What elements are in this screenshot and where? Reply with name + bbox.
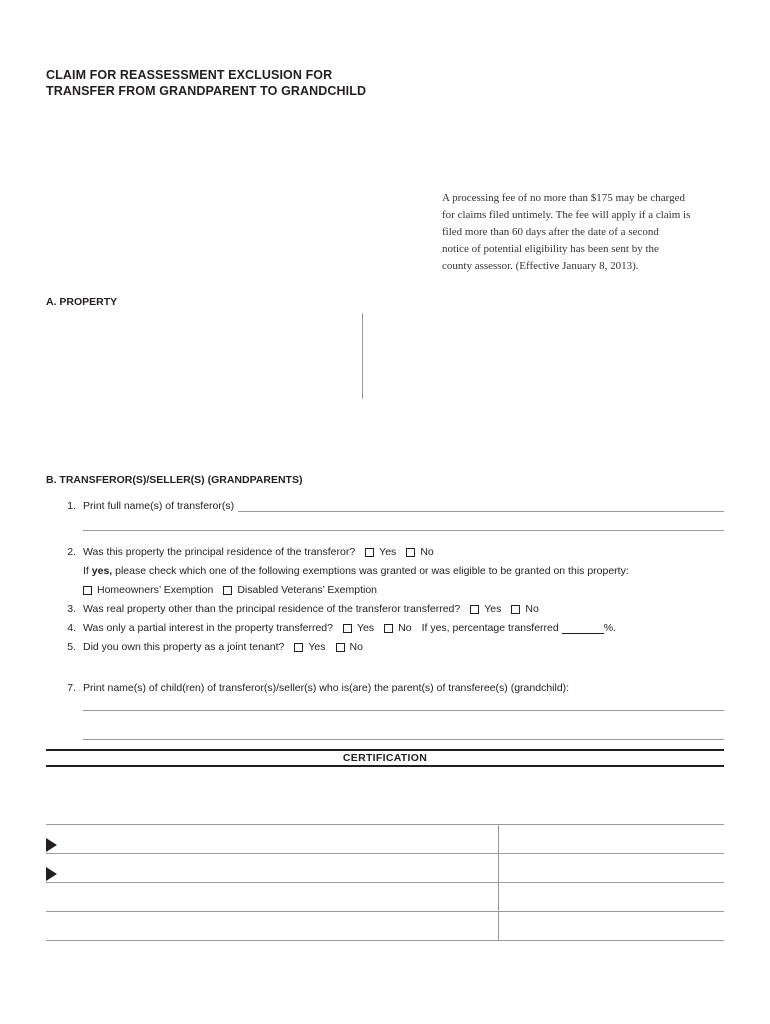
fee-notice-line: county assessor. (Effective January 8, 2013). — [442, 260, 639, 272]
question-3 — [83, 603, 539, 615]
form-title — [46, 67, 366, 99]
q4-yes-label: Yes — [356, 622, 375, 634]
fee-notice-line: notice of potential eligibility has been sent by the — [442, 243, 659, 255]
signature-grid-line — [46, 824, 724, 825]
certification-top-rule — [46, 749, 724, 751]
question-5-text: Did you own this property as a joint tenant? — [83, 641, 285, 653]
email-field[interactable] — [502, 913, 722, 939]
question-2-followup — [83, 565, 629, 577]
q3-no-checkbox[interactable] — [511, 605, 520, 614]
question-3-text: Was real property other than the principal residence of the transferor transferred? — [83, 603, 461, 615]
q4-yes-checkbox[interactable] — [343, 624, 352, 633]
signature-arrow-icon — [46, 838, 57, 852]
signature-grid-line — [46, 853, 724, 854]
signature-grid-line — [46, 940, 724, 941]
q2-followup-bold: yes, — [91, 565, 113, 577]
section-b-heading: B. TRANSFEROR(S)/SELLER(S) (GRANDPARENTS) — [46, 474, 303, 486]
question-7-number: 7. — [67, 682, 76, 694]
form-title-line-1: CLAIM FOR REASSESSMENT EXCLUSION FOR — [46, 68, 333, 82]
question-2-number: 2. — [67, 546, 76, 558]
q2-followup-text: please check which one of the following exemptions was granted or was eligible to be granted on this property: — [112, 565, 629, 577]
homeowners-exemption-label: Homeowners’ Exemption — [97, 584, 214, 596]
city-state-zip-field[interactable] — [48, 913, 494, 939]
question-4 — [83, 622, 616, 634]
q5-no-label: No — [349, 641, 363, 653]
transferor-signature-field-1[interactable] — [62, 826, 494, 852]
q5-no-checkbox[interactable] — [336, 643, 345, 652]
question-1 — [83, 500, 724, 512]
transferor-signature-field-2[interactable] — [62, 855, 494, 881]
fee-notice-line: filed more than 60 days after the date of a second — [442, 226, 659, 238]
q4-percentage-label: If yes, percentage transferred — [421, 622, 559, 634]
q3-no-label: No — [525, 603, 539, 615]
question-5 — [83, 641, 363, 653]
certification-bottom-rule — [46, 765, 724, 767]
question-3-number: 3. — [67, 603, 76, 615]
q5-yes-checkbox[interactable] — [294, 643, 303, 652]
question-7-text: Print name(s) of child(ren) of transferor(s)/seller(s) who is(are) the parent(s) of transferee(s) (grandchild): — [83, 682, 570, 694]
homeowners-exemption-checkbox[interactable] — [83, 586, 92, 595]
question-1-text: Print full name(s) of transferor(s) — [83, 500, 235, 512]
q4-no-label: No — [398, 622, 412, 634]
q2-followup-prefix: If — [83, 565, 92, 577]
q3-yes-checkbox[interactable] — [470, 605, 479, 614]
signature-date-field-1[interactable] — [502, 826, 722, 852]
q2-yes-label: Yes — [379, 546, 397, 558]
disabled-veterans-exemption-label: Disabled Veterans’ Exemption — [237, 584, 378, 596]
q4-no-checkbox[interactable] — [384, 624, 393, 633]
q2-no-checkbox[interactable] — [406, 548, 415, 557]
transferor-name-field[interactable] — [238, 501, 724, 512]
percentage-transferred-field[interactable] — [562, 623, 604, 634]
q3-yes-label: Yes — [484, 603, 502, 615]
child-name-field-line-1[interactable] — [83, 710, 724, 711]
question-5-number: 5. — [67, 641, 76, 653]
question-4-text: Was only a partial interest in the property transferred? — [83, 622, 333, 634]
property-field-divider — [362, 313, 363, 399]
q2-no-label: No — [420, 546, 434, 558]
question-4-number: 4. — [67, 622, 76, 634]
question-2-exemptions — [83, 584, 377, 596]
section-a-heading: A. PROPERTY — [46, 296, 118, 308]
certification-heading: CERTIFICATION — [342, 752, 428, 764]
form-title-line-2: TRANSFER FROM GRANDPARENT TO GRANDCHILD — [46, 84, 367, 98]
signature-grid-line — [46, 882, 724, 883]
question-1-number: 1. — [67, 500, 76, 512]
fee-notice-line: A processing fee of no more than $175 may be charged — [442, 192, 685, 204]
q4-percent-sign: %. — [603, 622, 616, 634]
daytime-phone-field[interactable] — [502, 884, 722, 910]
q2-yes-checkbox[interactable] — [365, 548, 374, 557]
signature-date-field-2[interactable] — [502, 855, 722, 881]
processing-fee-notice — [442, 190, 712, 275]
signature-grid-divider — [498, 824, 499, 941]
fee-notice-line: for claims filed untimely. The fee will apply if a claim is — [442, 209, 691, 221]
child-name-field-line-2[interactable] — [83, 739, 724, 740]
disabled-veterans-exemption-checkbox[interactable] — [223, 586, 232, 595]
transferor-name-field-line-2[interactable] — [83, 530, 724, 531]
question-2 — [83, 546, 434, 558]
question-2-text: Was this property the principal residence of the transferor? — [83, 546, 356, 558]
q5-yes-label: Yes — [308, 641, 326, 653]
signature-grid-line — [46, 911, 724, 912]
mailing-address-field[interactable] — [48, 884, 494, 910]
question-7 — [83, 682, 569, 694]
signature-arrow-icon — [46, 867, 57, 881]
